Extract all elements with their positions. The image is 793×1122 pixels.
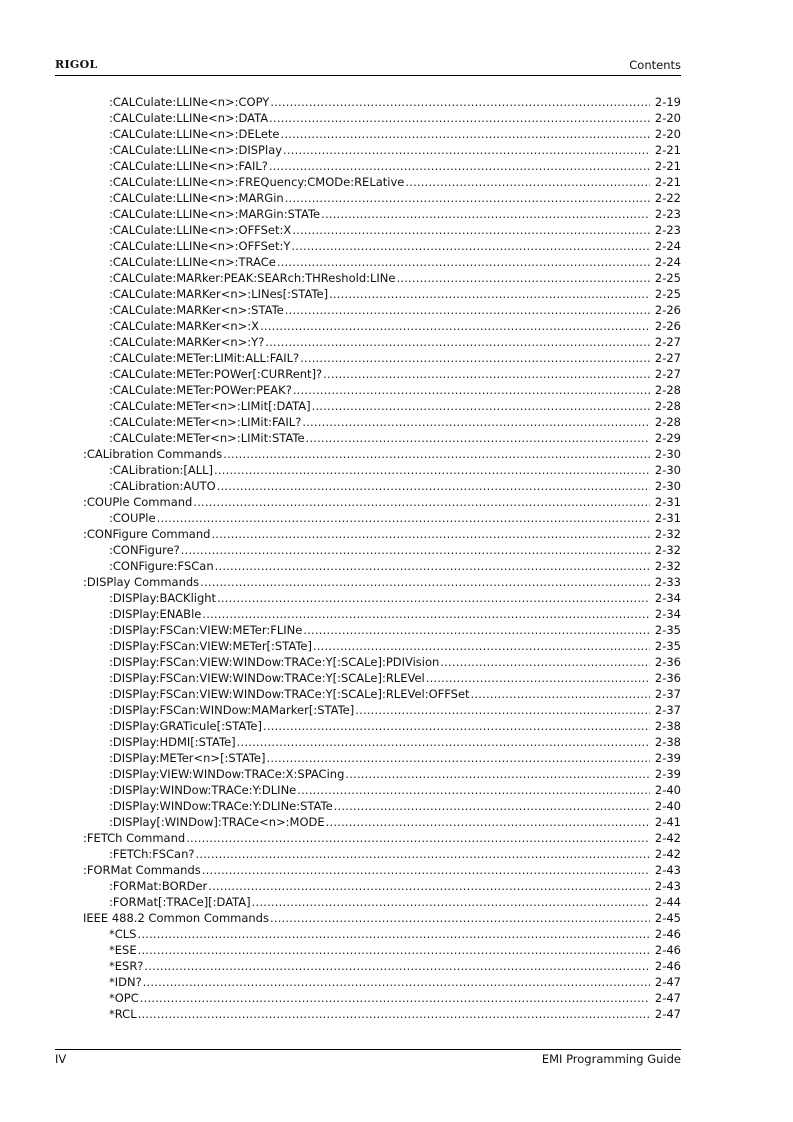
toc-leader-dots bbox=[270, 94, 650, 110]
toc-entry-title: :CALCulate:LLINe<n>:FREQuency:CMODe:RELative bbox=[109, 175, 405, 189]
toc-leader-dots bbox=[237, 734, 650, 750]
toc-entry-page: 2-37 bbox=[654, 703, 681, 717]
toc-leader-dots bbox=[143, 974, 650, 990]
toc-entry-title: :DISPlay:BACKlight bbox=[109, 591, 217, 605]
toc-entry[interactable] bbox=[83, 622, 681, 638]
toc-entry-page: 2-36 bbox=[654, 655, 681, 669]
toc-entry-page: 2-39 bbox=[654, 767, 681, 781]
toc-entry-page: 2-37 bbox=[654, 687, 681, 701]
toc-entry-page: 2-35 bbox=[654, 639, 681, 653]
toc-entry-page: 2-40 bbox=[654, 799, 681, 813]
toc-leader-dots bbox=[140, 990, 650, 1006]
toc-entry-page: 2-46 bbox=[654, 943, 681, 957]
toc-entry-page: 2-33 bbox=[654, 575, 681, 589]
toc-leader-dots bbox=[138, 942, 650, 958]
toc-entry-page: 2-35 bbox=[654, 623, 681, 637]
toc-entry-page: 2-28 bbox=[654, 383, 681, 397]
toc-leader-dots bbox=[200, 574, 650, 590]
toc-entry-page: 2-34 bbox=[654, 591, 681, 605]
toc-entry-title: :DISPlay:FSCan:VIEW:METer:FLINe bbox=[109, 623, 303, 637]
toc-entry-title: :CALCulate:MARKer<n>:X bbox=[109, 319, 260, 333]
toc-entry-page: 2-47 bbox=[654, 975, 681, 989]
toc-entry-page: 2-27 bbox=[654, 367, 681, 381]
toc-entry-title: :DISPlay:WINDow:TRACe:Y:DLINe:STATe bbox=[109, 799, 333, 813]
page-header bbox=[55, 57, 681, 74]
toc-entry-title: :DISPlay:FSCan:WINDow:MAMarker[:STATe] bbox=[109, 703, 355, 717]
toc-leader-dots bbox=[214, 462, 650, 478]
toc-leader-dots bbox=[265, 334, 650, 350]
toc-entry-page: 2-27 bbox=[654, 335, 681, 349]
toc-entry[interactable] bbox=[83, 158, 681, 174]
toc-entry-page: 2-21 bbox=[654, 143, 681, 157]
toc-entry[interactable] bbox=[83, 974, 681, 990]
toc-entry[interactable] bbox=[83, 318, 681, 334]
section-title: Contents bbox=[629, 58, 681, 72]
toc-entry-page: 2-44 bbox=[654, 895, 681, 909]
toc-entry-page: 2-40 bbox=[654, 783, 681, 797]
toc-leader-dots bbox=[269, 110, 650, 126]
toc-entry-title: :FORMat Commands bbox=[83, 863, 201, 877]
toc-leader-dots bbox=[297, 782, 650, 798]
toc-entry[interactable] bbox=[83, 382, 681, 398]
toc-entry[interactable] bbox=[83, 958, 681, 974]
toc-section-entry[interactable] bbox=[83, 446, 681, 462]
toc-entry-title: :CALCulate:LLINe<n>:COPY bbox=[109, 95, 270, 109]
toc-entry-page: 2-43 bbox=[654, 863, 681, 877]
toc-leader-dots bbox=[300, 350, 650, 366]
toc-entry[interactable] bbox=[83, 990, 681, 1006]
toc-leader-dots bbox=[293, 382, 650, 398]
toc-entry-title: IEEE 488.2 Common Commands bbox=[83, 911, 269, 925]
toc-entry[interactable] bbox=[83, 654, 681, 670]
toc-entry[interactable] bbox=[83, 942, 681, 958]
toc-section-entry[interactable] bbox=[83, 830, 681, 846]
toc-entry[interactable] bbox=[83, 286, 681, 302]
toc-entry[interactable] bbox=[83, 510, 681, 526]
toc-entry-title: :CALCulate:METer:POWer:PEAK? bbox=[109, 383, 292, 397]
toc-entry-title: :CALCulate:METer<n>:LIMit:FAIL? bbox=[109, 415, 302, 429]
toc-entry-title: :FORMat:BORDer bbox=[109, 879, 208, 893]
toc-entry-page: 2-28 bbox=[654, 399, 681, 413]
toc-leader-dots bbox=[263, 718, 650, 734]
toc-leader-dots bbox=[440, 654, 650, 670]
toc-entry[interactable] bbox=[83, 302, 681, 318]
toc-entry-page: 2-41 bbox=[654, 815, 681, 829]
toc-entry[interactable] bbox=[83, 478, 681, 494]
page-footer bbox=[55, 1052, 681, 1068]
toc-entry-page: 2-23 bbox=[654, 223, 681, 237]
toc-entry-title: :FORMat[:TRACe][:DATA] bbox=[109, 895, 251, 909]
toc-entry-title: :COUPle Command bbox=[83, 495, 193, 509]
toc-entry-page: 2-24 bbox=[654, 239, 681, 253]
toc-leader-dots bbox=[334, 798, 650, 814]
toc-section-entry[interactable] bbox=[83, 494, 681, 510]
toc-entry[interactable] bbox=[83, 590, 681, 606]
toc-entry-title: :DISPlay:GRATicule[:STATe] bbox=[109, 719, 262, 733]
toc-leader-dots bbox=[291, 238, 650, 254]
toc-leader-dots bbox=[144, 958, 650, 974]
toc-entry-title: :CALCulate:LLINe<n>:DATA bbox=[109, 111, 269, 125]
toc-entry[interactable] bbox=[83, 734, 681, 750]
toc-entry-title: :CALCulate:LLINe<n>:DISPlay bbox=[109, 143, 283, 157]
toc-entry-page: 2-38 bbox=[654, 735, 681, 749]
toc-leader-dots bbox=[283, 142, 650, 158]
toc-entry-title: :CALCulate:MARKer<n>:LINes[:STATe] bbox=[109, 287, 329, 301]
toc-entry[interactable] bbox=[83, 638, 681, 654]
toc-entry[interactable] bbox=[83, 222, 681, 238]
toc-entry-page: 2-32 bbox=[654, 559, 681, 573]
toc-leader-dots bbox=[193, 494, 650, 510]
toc-entry-title: :CALCulate:MARKer<n>:Y? bbox=[109, 335, 265, 349]
toc-entry-page: 2-36 bbox=[654, 671, 681, 685]
toc-leader-dots bbox=[181, 542, 650, 558]
toc-leader-dots bbox=[138, 926, 651, 942]
toc-entry-page: 2-21 bbox=[654, 159, 681, 173]
toc-entry[interactable] bbox=[83, 142, 681, 158]
toc-entry-page: 2-25 bbox=[654, 271, 681, 285]
toc-entry-title: :CALCulate:METer<n>:LIMit:STATe bbox=[109, 431, 305, 445]
toc-leader-dots bbox=[186, 830, 650, 846]
toc-leader-dots bbox=[269, 158, 650, 174]
toc-entry-title: :CALCulate:METer:LIMit:ALL:FAIL? bbox=[109, 351, 300, 365]
toc-entry-title: :DISPlay:FSCan:VIEW:WINDow:TRACe:Y[:SCALe]:RLEVel:OFFSet bbox=[109, 687, 470, 701]
toc-entry-title: :FETCh:FSCan? bbox=[109, 847, 195, 861]
toc-leader-dots bbox=[266, 750, 650, 766]
toc-entry[interactable] bbox=[83, 766, 681, 782]
toc-entry-page: 2-34 bbox=[654, 607, 681, 621]
toc-entry-title: :CALCulate:LLINe<n>:TRACe bbox=[109, 255, 276, 269]
toc-entry-title: :DISPlay:FSCan:VIEW:WINDow:TRACe:Y[:SCALe]:PDIVision bbox=[109, 655, 440, 669]
toc-leader-dots bbox=[321, 206, 650, 222]
toc-entry-page: 2-43 bbox=[654, 879, 681, 893]
toc-entry-page: 2-31 bbox=[654, 511, 681, 525]
toc-entry[interactable] bbox=[83, 814, 681, 830]
toc-entry[interactable] bbox=[83, 414, 681, 430]
toc-leader-dots bbox=[285, 190, 650, 206]
toc-entry-title: :CALibration:AUTO bbox=[109, 479, 216, 493]
toc-entry-title: :DISPlay[:WINDow]:TRACe<n>:MODE bbox=[109, 815, 325, 829]
toc-entry-title: :CALCulate:LLINe<n>:MARGin:STATe bbox=[109, 207, 321, 221]
toc-leader-dots bbox=[270, 910, 650, 926]
toc-entry[interactable] bbox=[83, 1006, 681, 1022]
toc-entry-page: 2-20 bbox=[654, 127, 681, 141]
toc-leader-dots bbox=[405, 174, 650, 190]
toc-entry[interactable] bbox=[83, 126, 681, 142]
toc-leader-dots bbox=[396, 270, 650, 286]
toc-entry-page: 2-26 bbox=[654, 303, 681, 317]
toc-section-entry[interactable] bbox=[83, 862, 681, 878]
page-number: IV bbox=[55, 1052, 67, 1066]
toc-entry-page: 2-28 bbox=[654, 415, 681, 429]
toc-entry[interactable] bbox=[83, 686, 681, 702]
toc-entry[interactable] bbox=[83, 110, 681, 126]
toc-entry-page: 2-23 bbox=[654, 207, 681, 221]
toc-entry[interactable] bbox=[83, 702, 681, 718]
toc-leader-dots bbox=[285, 302, 650, 318]
toc-entry-title: :CALCulate:MARker:PEAK:SEARch:THReshold:LINe bbox=[109, 271, 396, 285]
toc-entry-page: 2-19 bbox=[654, 95, 681, 109]
toc-entry-page: 2-22 bbox=[654, 191, 681, 205]
toc-entry-title: *CLS bbox=[109, 927, 137, 941]
toc-leader-dots bbox=[302, 414, 650, 430]
toc-leader-dots bbox=[471, 686, 650, 702]
toc-leader-dots bbox=[306, 430, 650, 446]
toc-leader-dots bbox=[138, 1006, 650, 1022]
toc-entry-page: 2-32 bbox=[654, 543, 681, 557]
toc-leader-dots bbox=[323, 366, 650, 382]
toc-entry[interactable] bbox=[83, 174, 681, 190]
toc-entry[interactable] bbox=[83, 190, 681, 206]
toc-entry[interactable] bbox=[83, 878, 681, 894]
toc-leader-dots bbox=[426, 670, 650, 686]
toc-section-entry[interactable] bbox=[83, 526, 681, 542]
toc-entry-title: :DISPlay:METer<n>[:STATe] bbox=[109, 751, 266, 765]
toc-leader-dots bbox=[211, 526, 650, 542]
toc-entry-title: :DISPlay:ENABle bbox=[109, 607, 202, 621]
toc-entry-page: 2-26 bbox=[654, 319, 681, 333]
toc-entry-page: 2-30 bbox=[654, 447, 681, 461]
toc-entry[interactable] bbox=[83, 94, 681, 110]
toc-entry-page: 2-32 bbox=[654, 527, 681, 541]
toc-entry-title: *IDN? bbox=[109, 975, 142, 989]
toc-entry-page: 2-24 bbox=[654, 255, 681, 269]
toc-leader-dots bbox=[202, 862, 650, 878]
toc-entry-page: 2-31 bbox=[654, 495, 681, 509]
toc-entry[interactable] bbox=[83, 798, 681, 814]
toc-leader-dots bbox=[202, 606, 650, 622]
toc-entry-title: :DISPlay:VIEW:WINDow:TRACe:X:SPACing bbox=[109, 767, 345, 781]
toc-entry-title: :CONFigure? bbox=[109, 543, 180, 557]
toc-entry-page: 2-39 bbox=[654, 751, 681, 765]
brand-logo: RIGOL bbox=[55, 58, 98, 71]
toc-leader-dots bbox=[195, 846, 650, 862]
toc-entry[interactable] bbox=[83, 718, 681, 734]
toc-entry[interactable] bbox=[83, 334, 681, 350]
toc-entry-page: 2-27 bbox=[654, 351, 681, 365]
toc-entry-page: 2-47 bbox=[654, 1007, 681, 1021]
toc-leader-dots bbox=[345, 766, 650, 782]
toc-entry-page: 2-42 bbox=[654, 847, 681, 861]
toc-entry-title: *ESE bbox=[109, 943, 137, 957]
toc-leader-dots bbox=[281, 126, 650, 142]
toc-entry-title: :CONFigure Command bbox=[83, 527, 211, 541]
toc-entry[interactable] bbox=[83, 238, 681, 254]
toc-entry-title: *ESR? bbox=[109, 959, 144, 973]
toc-entry[interactable] bbox=[83, 430, 681, 446]
toc-entry-title: :CALCulate:MARKer<n>:STATe bbox=[109, 303, 284, 317]
toc-entry[interactable] bbox=[83, 558, 681, 574]
toc-entry-page: 2-42 bbox=[654, 831, 681, 845]
toc-section-entry[interactable] bbox=[83, 910, 681, 926]
toc-entry[interactable] bbox=[83, 670, 681, 686]
toc-entry[interactable] bbox=[83, 270, 681, 286]
toc-entry-title: :DISPlay Commands bbox=[83, 575, 200, 589]
toc-entry-title: :CONFigure:FSCan bbox=[109, 559, 214, 573]
toc-entry-page: 2-30 bbox=[654, 463, 681, 477]
toc-entry-title: *RCL bbox=[109, 1007, 137, 1021]
toc-entry-title: :CALCulate:METer:POWer[:CURRent]? bbox=[109, 367, 323, 381]
toc-leader-dots bbox=[329, 286, 650, 302]
toc-leader-dots bbox=[355, 702, 650, 718]
header-rule bbox=[55, 75, 681, 76]
toc-leader-dots bbox=[326, 814, 650, 830]
toc-entry-page: 2-30 bbox=[654, 479, 681, 493]
guide-title: EMI Programming Guide bbox=[541, 1052, 681, 1066]
toc-entry[interactable] bbox=[83, 350, 681, 366]
toc-leader-dots bbox=[292, 222, 650, 238]
toc-leader-dots bbox=[157, 510, 650, 526]
toc-entry-title: :COUPle bbox=[109, 511, 156, 525]
toc-entry-page: 2-47 bbox=[654, 991, 681, 1005]
toc-entry-title: :CALibration:[ALL] bbox=[109, 463, 214, 477]
toc-leader-dots bbox=[313, 638, 650, 654]
toc-entry-title: :CALCulate:LLINe<n>:OFFSet:Y bbox=[109, 239, 291, 253]
toc-entry[interactable] bbox=[83, 926, 681, 942]
toc-entry-title: :DISPlay:WINDow:TRACe:Y:DLINe bbox=[109, 783, 297, 797]
toc-entry-title: :CALCulate:LLINe<n>:OFFSet:X bbox=[109, 223, 292, 237]
toc-entry[interactable] bbox=[83, 894, 681, 910]
toc-entry-title: :CALCulate:LLINe<n>:FAIL? bbox=[109, 159, 268, 173]
toc-leader-dots bbox=[215, 558, 650, 574]
toc-entry[interactable] bbox=[83, 846, 681, 862]
toc-entry-title: :CALCulate:LLINe<n>:MARGin bbox=[109, 191, 284, 205]
toc-entry[interactable] bbox=[83, 366, 681, 382]
toc-leader-dots bbox=[208, 878, 650, 894]
toc-leader-dots bbox=[260, 318, 650, 334]
toc-leader-dots bbox=[312, 398, 650, 414]
toc-entry[interactable] bbox=[83, 254, 681, 270]
toc-entry-title: :FETCh Command bbox=[83, 831, 186, 845]
toc-entry-title: :DISPlay:FSCan:VIEW:WINDow:TRACe:Y[:SCALe]:RLEVel bbox=[109, 671, 425, 685]
toc-entry-page: 2-20 bbox=[654, 111, 681, 125]
toc-leader-dots bbox=[252, 894, 650, 910]
toc-entry-page: 2-38 bbox=[654, 719, 681, 733]
toc-entry[interactable] bbox=[83, 542, 681, 558]
toc-entry-title: :DISPlay:HDMI[:STATe] bbox=[109, 735, 236, 749]
toc-section-entry[interactable] bbox=[83, 574, 681, 590]
toc-leader-dots bbox=[217, 590, 650, 606]
toc-entry[interactable] bbox=[83, 462, 681, 478]
toc-entry[interactable] bbox=[83, 206, 681, 222]
toc-entry-page: 2-21 bbox=[654, 175, 681, 189]
toc-entry-page: 2-46 bbox=[654, 959, 681, 973]
toc-entry[interactable] bbox=[83, 782, 681, 798]
toc-leader-dots bbox=[277, 254, 650, 270]
toc-entry-title: *OPC bbox=[109, 991, 139, 1005]
toc-entry-page: 2-25 bbox=[654, 287, 681, 301]
footer-rule bbox=[55, 1049, 681, 1050]
toc-entry[interactable] bbox=[83, 750, 681, 766]
toc-leader-dots bbox=[217, 478, 650, 494]
toc-entry[interactable] bbox=[83, 398, 681, 414]
toc-entry[interactable] bbox=[83, 606, 681, 622]
toc-entry-page: 2-29 bbox=[654, 431, 681, 445]
toc-entry-page: 2-45 bbox=[654, 911, 681, 925]
toc-leader-dots bbox=[303, 622, 650, 638]
toc-entry-title: :CALCulate:METer<n>:LIMit[:DATA] bbox=[109, 399, 311, 413]
toc-entry-title: :CALCulate:LLINe<n>:DELete bbox=[109, 127, 280, 141]
toc-entry-title: :CALibration Commands bbox=[83, 447, 223, 461]
toc-entry-title: :DISPlay:FSCan:VIEW:METer[:STATe] bbox=[109, 639, 312, 653]
toc-leader-dots bbox=[223, 446, 650, 462]
toc-entry-page: 2-46 bbox=[654, 927, 681, 941]
table-of-contents bbox=[83, 94, 681, 1022]
